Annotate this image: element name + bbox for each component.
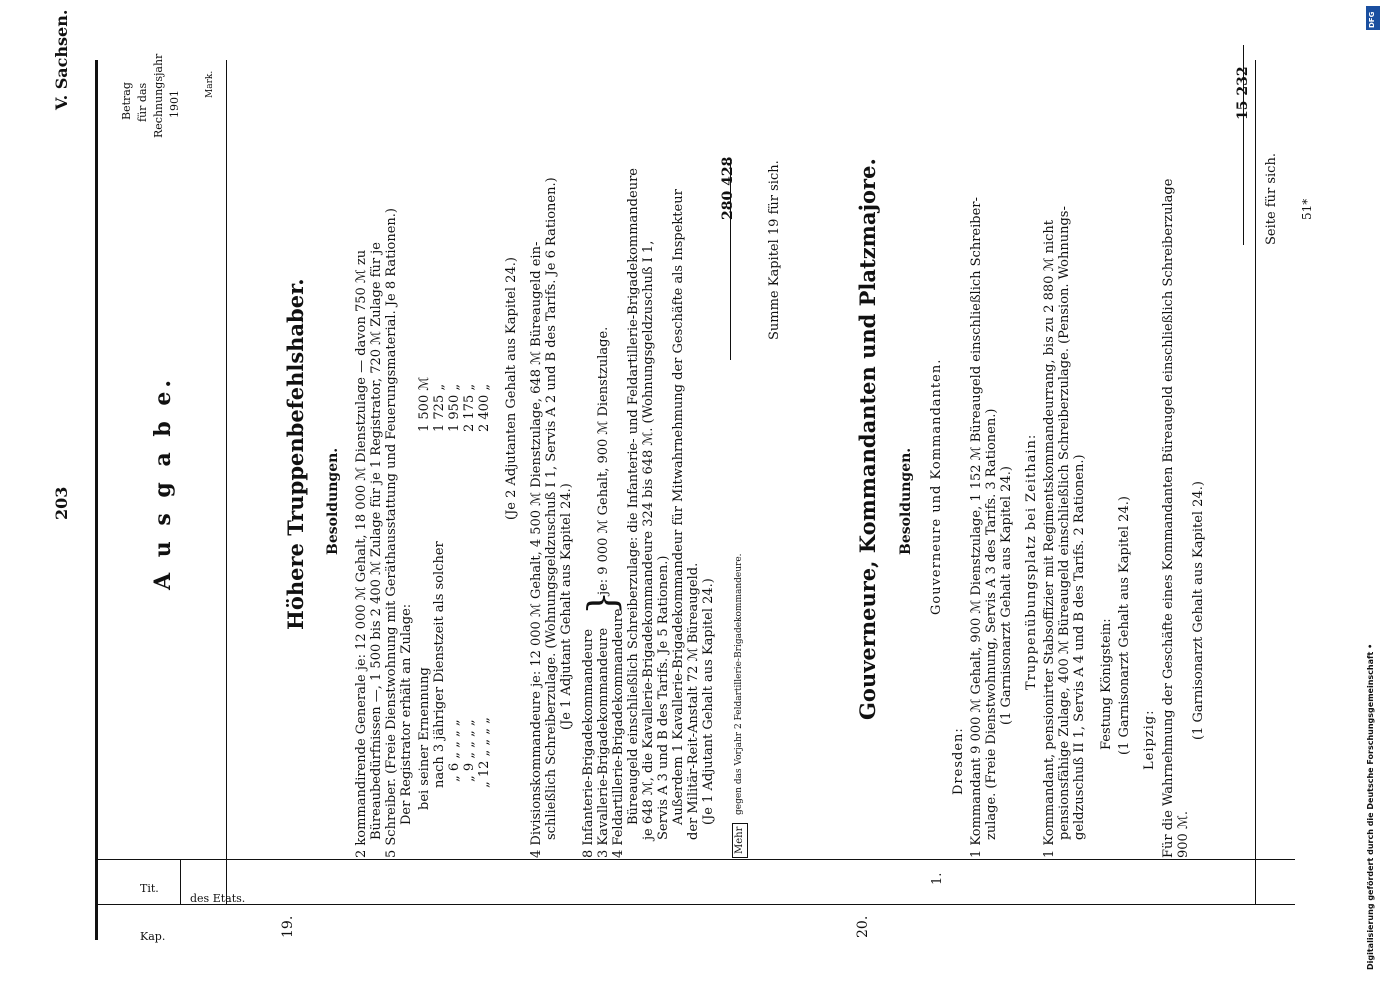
ausgabe-title: A u s g a b e. xyxy=(150,375,176,590)
mark-header: Mark. xyxy=(205,70,215,98)
top-rule xyxy=(95,60,98,940)
zulage-value-5: 2 400 „ xyxy=(477,383,492,432)
ch20-amount: 15 232 xyxy=(1235,66,1251,120)
header-right: V. Sachsen. xyxy=(52,9,71,110)
zulage-value-2: 1 725 „ xyxy=(432,383,447,432)
ch20-seite: Seite für sich. xyxy=(1264,153,1279,245)
ch19-bureau-line-6: (Je 1 Adjutant Gehalt aus Kapitel 24.) xyxy=(701,578,716,825)
ch20-leipzig-line-2: 900 ℳ. xyxy=(1176,811,1191,858)
des-etats-header: des Etats. xyxy=(190,892,246,905)
ch19-bureau-line-3: Servis A 3 und B des Tarifs. Je 5 Rationen.) xyxy=(656,555,671,840)
kap-header-split xyxy=(180,860,181,905)
ch20-zeithain-line-3: geldzuschuß II 1, Servis A 4 und B des Tarifs. 2 Rationen.) xyxy=(1072,454,1087,840)
ch19-bureau-line-5: der Militär-Reit-Anstalt 72 ℳ Büreaugeld. xyxy=(686,562,701,840)
kap-header: Kap. xyxy=(140,930,166,943)
ch20-dresden-line-1: 1 Kommandant 9 000 ℳ Gehalt, 900 ℳ Dienstzulage, 1 152 ℳ Büreaugeld einschließlich Schreiber- xyxy=(969,197,984,858)
betrag-header-line3: Rechnungsjahr xyxy=(152,53,165,138)
ch20-dresden-line-2: zulage. (Freie Dienstwohnung, Servis A 3 des Tarifs. 3 Rationen.) xyxy=(984,408,999,840)
chapter-19-subtitle: Besoldungen. xyxy=(325,447,341,555)
kap-column-rule xyxy=(95,904,1295,905)
ch20-section: Gouverneure und Kommandanten. xyxy=(929,358,944,615)
ch20-zeithain-line-2: pensionsfähige Zulage, 400 ℳ Büreaugeld einschließlich Schreiberzulage. (Pension. Wohnungs- xyxy=(1057,206,1072,840)
ch20-leipzig-line-3: (1 Garnisonarzt Gehalt aus Kapitel 24.) xyxy=(1191,481,1206,740)
ch19-brigade-line-2: 3 Kavallerie-Brigadekommandeure xyxy=(596,627,611,858)
ch19-division-line-3: (Je 1 Adjutant Gehalt aus Kapitel 24.) xyxy=(559,483,574,730)
ch19-division-line-1: 4 Divisionskommandeure je: 12 000 ℳ Gehalt, 4 500 ℳ Dienstzulage, 648 ℳ Büreaugeld ein- xyxy=(529,241,544,858)
ch19-line-2: Büreaubedürfnissen —, 1 500 bis 2 400 ℳ Zulage für je 1 Registrator, 720 ℳ Zulage für je xyxy=(369,242,384,840)
betrag-header-split xyxy=(95,60,96,158)
zulage-value-1: 1 500 ℳ xyxy=(417,376,432,432)
zulage-label-5: „ 12 „ „ „ „ xyxy=(477,717,492,788)
chapter-20-tit: 1. xyxy=(930,872,945,885)
ch19-adjutant-note: (Je 2 Adjutanten Gehalt aus Kapitel 24.) xyxy=(504,257,519,520)
ch19-division-line-2: schließlich Schreiberzulage. (Wohnungsgeldzuschuß I 1, Servis A 2 und B des Tarifs. Je 6 Rationen.) xyxy=(544,177,559,840)
zulage-value-4: 2 175 „ xyxy=(462,383,477,432)
betrag-header-line1: Betrag xyxy=(120,82,133,120)
ch19-brigade-line-3: 4 Feldartillerie-Brigadekommandeure xyxy=(611,608,626,858)
zulage-label-2: nach 3 jähriger Dienstzeit als solcher xyxy=(432,541,447,788)
mehr-box: Mehr xyxy=(732,823,748,858)
ch19-brigade-line-1: 8 Infanterie-Brigadekommandeure xyxy=(581,628,596,858)
chapter-20-title: Gouverneure, Kommandanten und Platzmajore. xyxy=(855,158,880,720)
page-number: 203 xyxy=(52,486,71,520)
footer-mark: 51* xyxy=(1300,198,1314,220)
ch19-line-4: Der Registrator erhält an Zulage: xyxy=(399,603,414,825)
tit-header: Tit. xyxy=(140,882,159,895)
zulage-value-3: 1 950 „ xyxy=(447,383,462,432)
ch20-koenigstein-note: (1 Garnisonarzt Gehalt aus Kapitel 24.) xyxy=(1117,496,1132,755)
ch19-amount: 280 428 xyxy=(720,156,736,220)
ch20-koenigstein: Festung Königstein: xyxy=(1099,618,1114,750)
dfg-logo: DFG xyxy=(1366,6,1380,30)
chapter-19-title: Höhere Truppenbefehlshaber. xyxy=(283,278,308,630)
zulage-label-4: „ 9 „ „ „ „ xyxy=(462,719,477,782)
ch19-bureau-line-1: Büreaugeld einschließlich Schreiberzulage: die Infanterie- und Feldartillerie-Brigadekommandeure xyxy=(626,168,641,825)
ch19-bureau-line-2: je 648 ℳ, die Kavallerie-Brigadekommandeure 324 bis 648 ℳ. (Wohnungsgeldzuschuß I 1, xyxy=(641,240,656,840)
chapter-20-kap: 20. xyxy=(855,915,871,938)
tit-column-rule xyxy=(95,859,1295,860)
brigade-brace: } xyxy=(580,590,624,615)
betrag-header-line2: für das xyxy=(136,82,149,122)
ch20-leipzig-line-1: Für die Wahrnehmung der Geschäfte eines Kommandanten Büreaugeld einschließlich Schreiberzulage xyxy=(1161,178,1176,858)
chapter-20-subtitle: Besoldungen. xyxy=(898,447,914,555)
ch19-line-1: 2 kommandirende Generale je: 12 000 ℳ Gehalt, 18 000 ℳ Dienstzulage — davon 750 ℳ zu xyxy=(354,249,369,858)
ch19-summe: Summe Kapitel 19 für sich. xyxy=(767,160,782,340)
betrag-header-line4: 1901 xyxy=(168,90,181,118)
ch20-leipzig: Leipzig: xyxy=(1142,709,1157,770)
ch20-dresden: Dresden: xyxy=(951,727,966,795)
ch19-brigade-right: je: 9 000 ℳ Gehalt, 900 ℳ Dienstzulage. xyxy=(596,326,611,595)
digitization-note: Digitalisierung gefördert durch die Deutsche Forschungsgemeinschaft • xyxy=(1366,643,1375,970)
mehr-text: gegen das Vorjahr 2 Feldartillerie-Brigadekommandeure. xyxy=(734,553,744,815)
ch20-zeithain-line-1: 1 Kommandant, pensionirter Stabsoffizier mit Regimentskommandeurrang, bis zu 2 880 ℳ nicht xyxy=(1042,219,1057,858)
header-bottom-rule xyxy=(226,60,227,905)
zulage-label-3: „ 6 „ „ „ „ xyxy=(447,719,462,782)
ch19-bureau-line-4: Außerdem 1 Kavallerie-Brigadekommandeur für Mitwahrnehmung der Geschäfte als Inspekteur xyxy=(671,189,686,825)
zulage-label-1: bei seiner Ernennung xyxy=(417,667,432,810)
ch20-zeithain: Truppenübungsplatz bei Zeithain: xyxy=(1024,433,1039,690)
ch20-dresden-line-3: (1 Garnisonarzt Gehalt aus Kapitel 24.) xyxy=(999,466,1014,725)
ch19-line-3: 5 Schreiber. (Freie Dienstwohnung mit Geräthausstattung und Feuerungsmaterial. Je 8 Rationen.) xyxy=(384,208,399,858)
chapter-19-kap: 19. xyxy=(280,915,296,938)
amount-column-rule xyxy=(1255,60,1256,905)
